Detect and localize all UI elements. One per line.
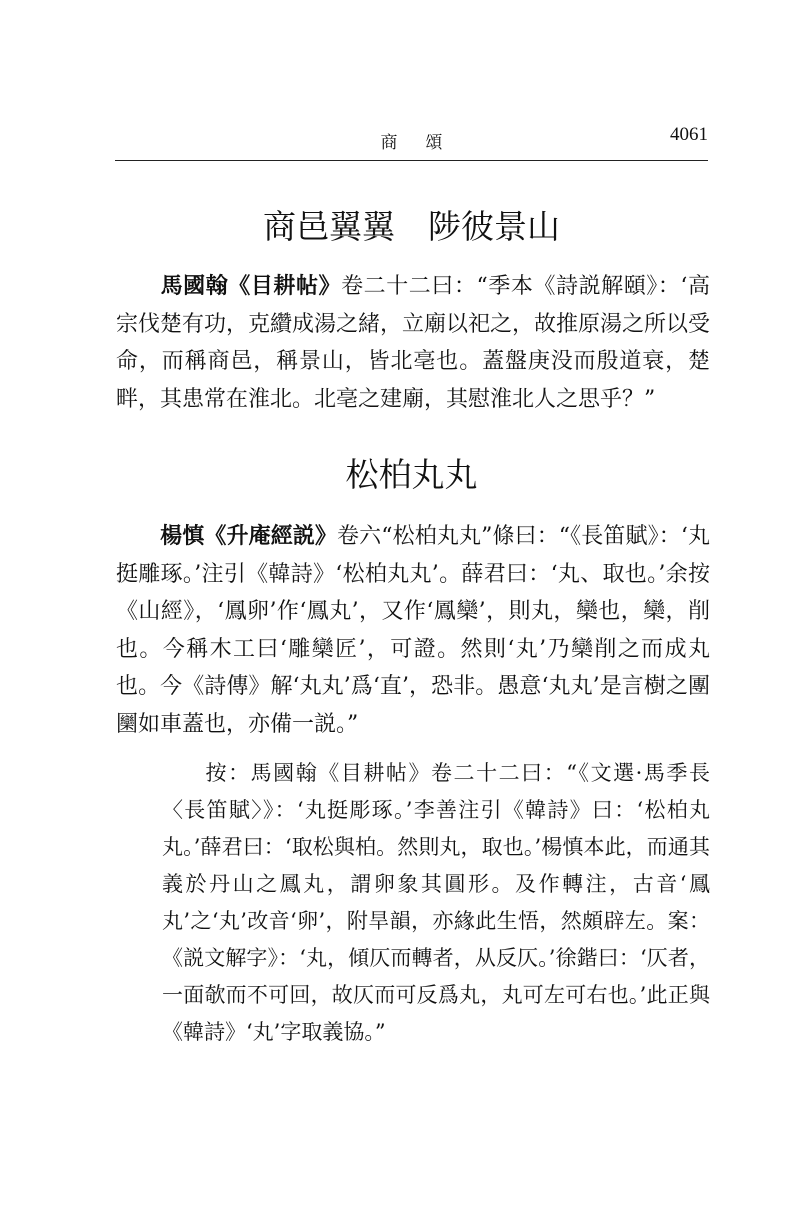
page-number: 4061: [670, 124, 708, 145]
paragraph: [116, 268, 710, 418]
paragraph: [116, 518, 710, 743]
paragraph-text: 卷六“松柏丸丸”條曰：“《長笛賦》：‘丸挺雕琢。’注引《韓詩》‘松柏丸丸’。薛君曰：‘丸、取也。’余按《山經》，‘鳳卵’作‘鳳丸’，又作‘鳳欒’，則丸，欒也，欒，削也。今稱木工曰‘雕欒匠’，可證。然則‘丸’乃欒削之而成丸也。今《詩傳》解‘丸丸’爲‘直’，恐非。愚意‘丸丸’是言樹之團圞如車蓋也，亦備一説。”: [116, 524, 710, 737]
running-header: [115, 118, 708, 161]
running-title: 商頌: [380, 133, 471, 153]
paragraph-lead: 馬國翰《目耕帖》: [160, 273, 342, 299]
editor-note: [162, 755, 710, 1051]
paragraph-lead: 楊慎《升庵經説》: [160, 523, 338, 549]
section-title: 松柏丸丸: [345, 455, 478, 494]
section-title: 商邑翼翼 陟彼景山: [263, 207, 560, 246]
note-text: 按：馬國翰《目耕帖》卷二十二曰：“《文選·馬季長〈長笛賦〉》：‘丸挺彫琢。’李善注引《韓詩》曰：‘松柏丸丸。’薛君曰：‘取松與柏。然則丸，取也。’楊慎本此，而通其義於丹山之鳳丸，謂卵象其圓形。及作轉注，古音‘鳳丸’之‘丸’改音‘卵’，附旱韻，亦緣此生悟，然頗辟左。案：《説文解字》：‘丸，傾仄而轉者，从反仄。’徐鍇曰：‘仄者，一面欹而不可回，故仄而可反爲丸，丸可左可右也。’此正與《韓詩》‘丸’字取義協。”: [162, 761, 710, 1044]
paragraph-text: 卷二十二曰：“季本《詩説解頤》：‘高宗伐楚有功，克纘成湯之緒，立廟以祀之，故推原湯之所以受命，而稱商邑，稱景山，皆北亳也。蓋盤庚没而殷道衰，楚畔，其患常在淮北。北亳之建廟，其慰淮北人之思乎？”: [116, 274, 711, 412]
